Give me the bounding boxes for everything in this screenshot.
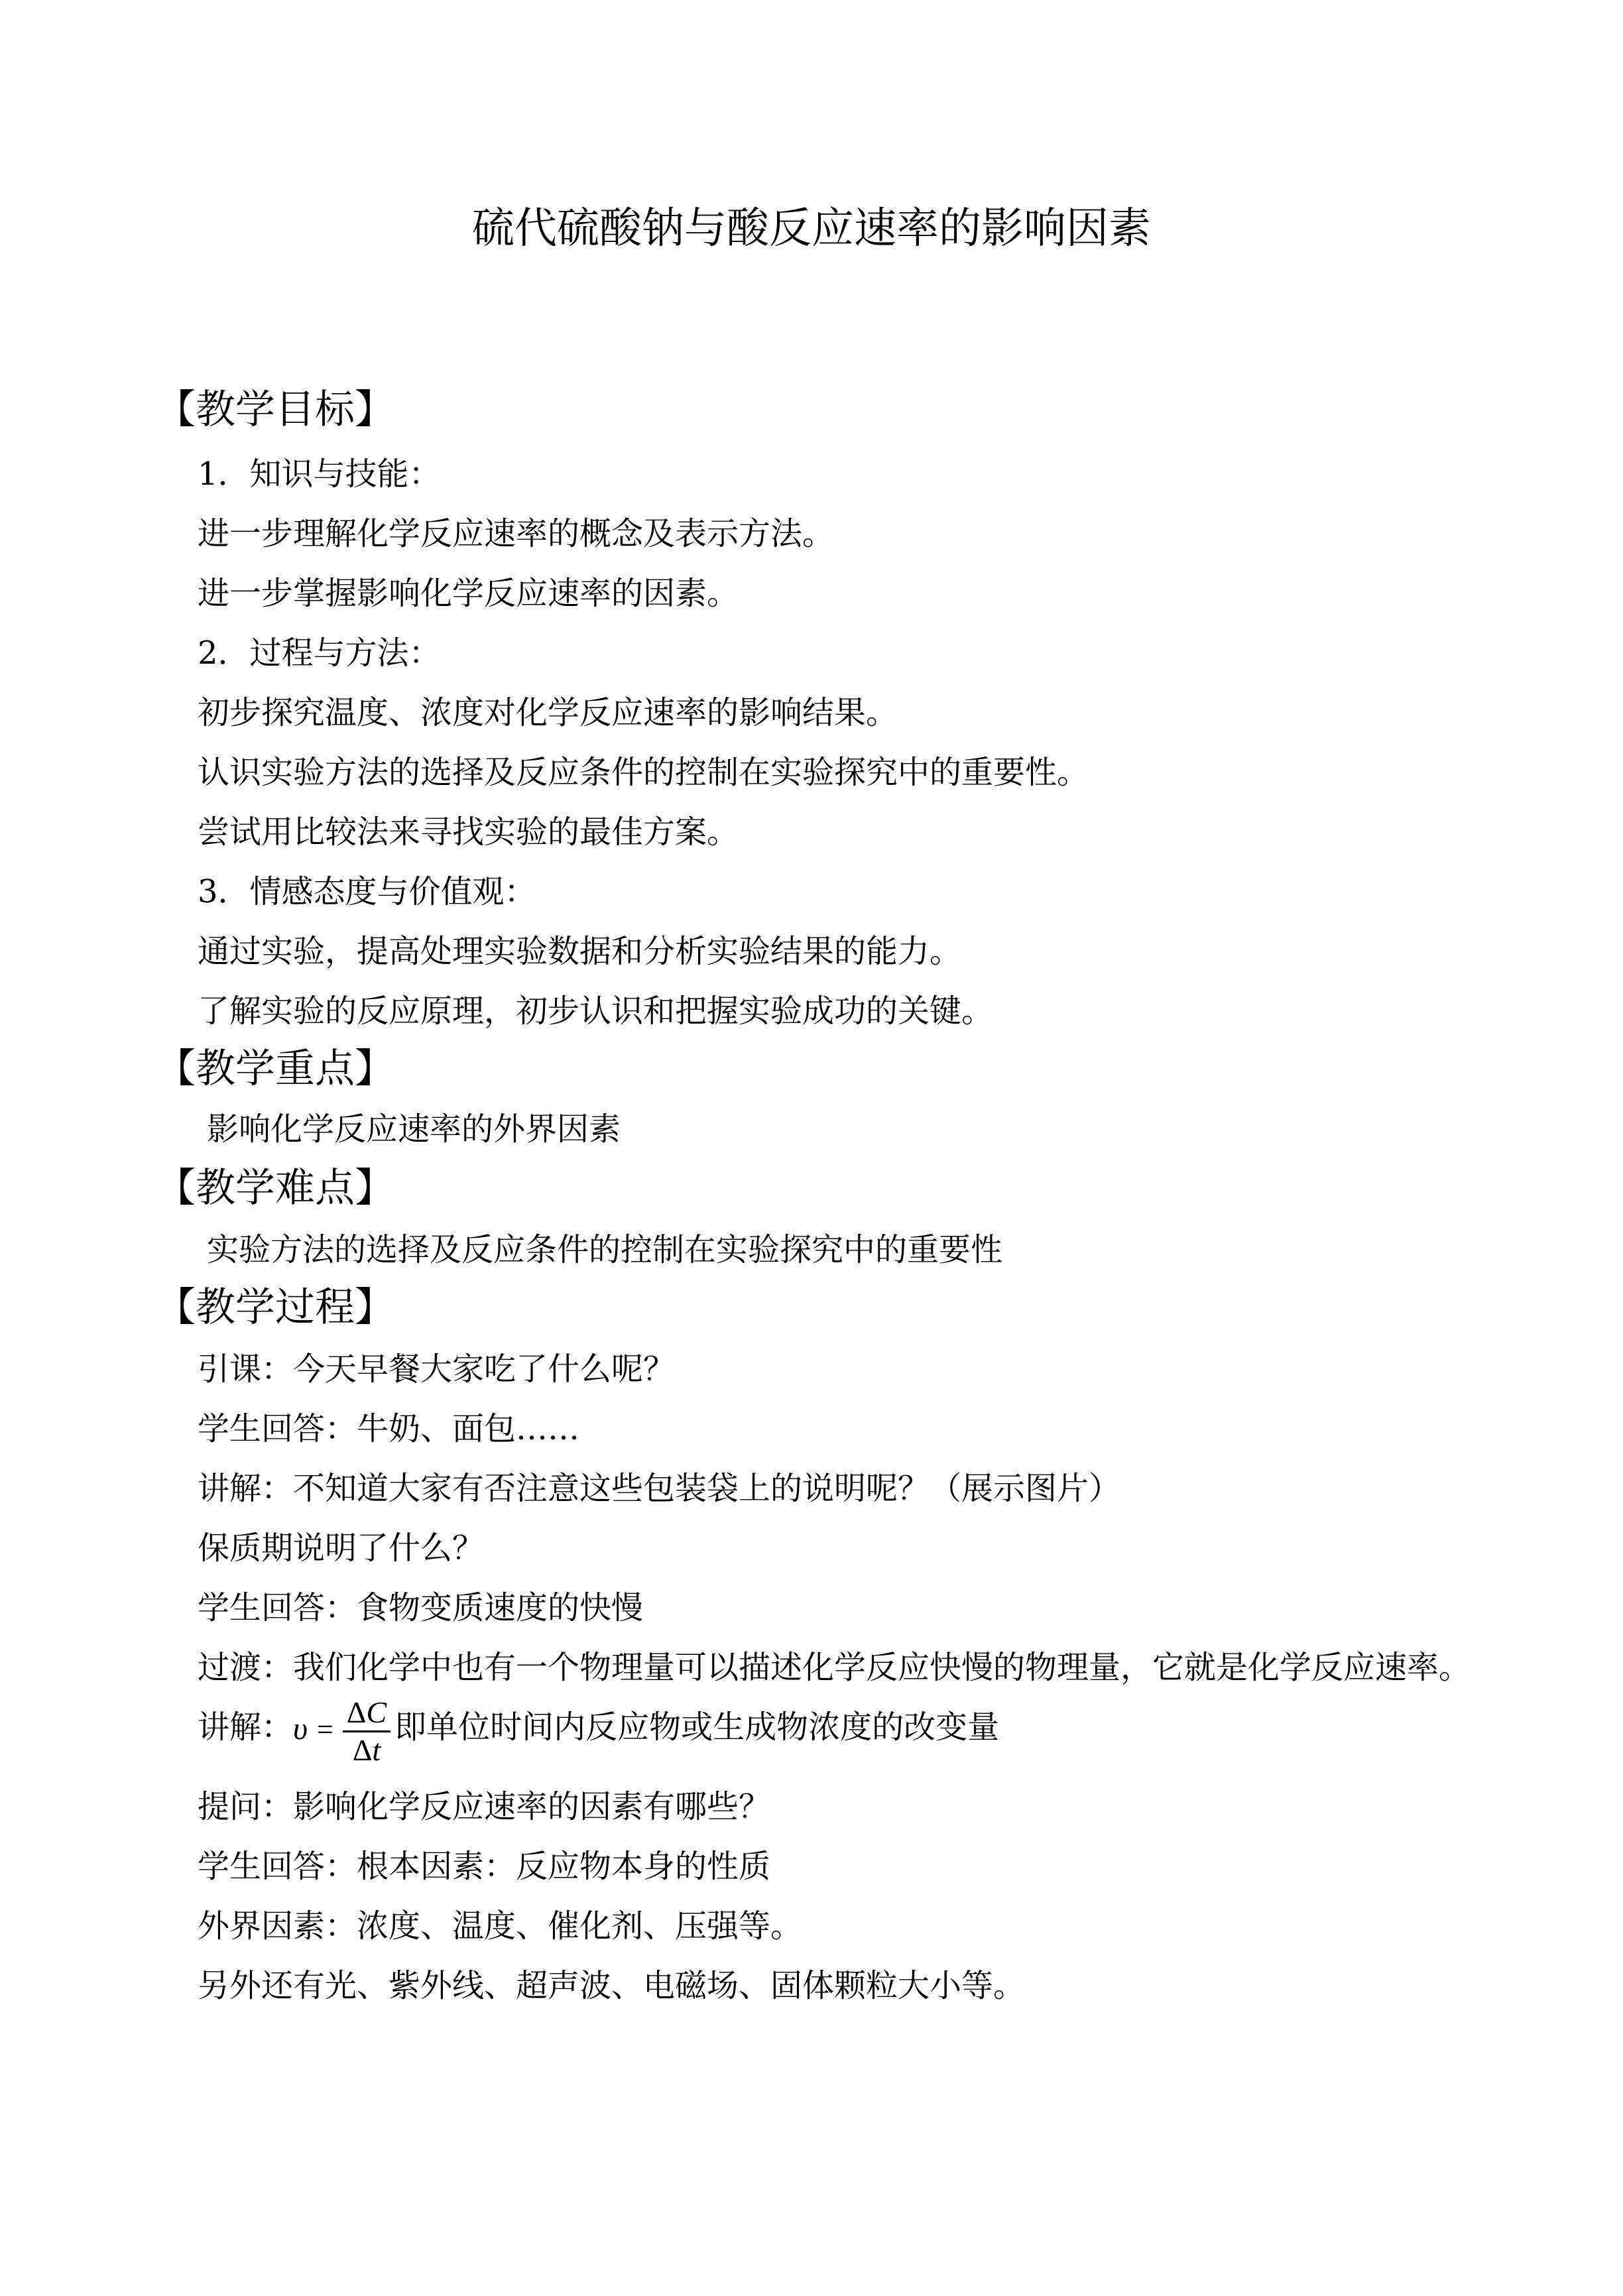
denominator-variable: t xyxy=(372,1733,381,1768)
heading-key-point: 【教学重点】 xyxy=(156,1046,394,1092)
formula-line xyxy=(198,1687,999,1770)
rate-symbol: υ xyxy=(293,1711,308,1746)
difficulty-text: 实验方法的选择及反应条件的控制在实验探究中的重要性 xyxy=(207,1231,1003,1268)
objective-line-7: 尝试用比较法来寻找实验的最佳方案。 xyxy=(198,814,739,851)
process-line-5: 学生回答：食物变质速度的快慢 xyxy=(198,1589,644,1626)
process-line-9: 外界因素：浓度、温度、催化剂、压强等。 xyxy=(198,1907,803,1945)
process-line-8: 学生回答：根本因素：反应物本身的性质 xyxy=(198,1848,771,1885)
equals-sign: = xyxy=(317,1713,333,1746)
objective-line-8: 3．情感态度与价值观： xyxy=(198,873,536,910)
objective-line-6: 认识实验方法的选择及反应条件的控制在实验探究中的重要性。 xyxy=(198,754,1089,791)
heading-difficulty: 【教学难点】 xyxy=(156,1165,394,1211)
numerator-delta: Δ xyxy=(346,1695,367,1730)
process-line-10: 另外还有光、紫外线、超声波、电磁场、固体颗粒大小等。 xyxy=(198,1967,1026,2004)
denominator-delta: Δ xyxy=(352,1733,373,1768)
delta-fraction xyxy=(343,1695,391,1768)
document-title: 硫代硫酸钠与酸反应速率的影响因素 xyxy=(472,204,1151,253)
process-line-1: 引课：今天早餐大家吃了什么呢？ xyxy=(198,1351,676,1388)
objective-line-9: 通过实验，提高处理实验数据和分析实验结果的能力。 xyxy=(198,933,962,970)
objective-line-2: 进一步理解化学反应速率的概念及表示方法。 xyxy=(198,515,835,552)
process-line-7: 提问：影响化学反应速率的因素有哪些？ xyxy=(198,1788,771,1825)
process-line-3: 讲解：不知道大家有否注意这些包装袋上的说明呢？（展示图片） xyxy=(198,1470,1121,1507)
process-line-6: 过渡：我们化学中也有一个物理量可以描述化学反应快慢的物理量，它就是化学反应速率。 xyxy=(198,1649,1471,1686)
rate-formula xyxy=(293,1689,391,1770)
objective-line-1: 1．知识与技能： xyxy=(198,455,441,493)
objective-line-5: 初步探究温度、浓度对化学反应速率的影响结果。 xyxy=(198,694,898,731)
key-point-text: 影响化学反应速率的外界因素 xyxy=(207,1111,621,1148)
fraction-numerator xyxy=(343,1695,391,1732)
objective-line-10: 了解实验的反应原理，初步认识和把握实验成功的关键。 xyxy=(198,993,994,1030)
heading-teaching-process: 【教学过程】 xyxy=(156,1284,394,1331)
formula-prefix: 讲解： xyxy=(198,1709,294,1746)
fraction-denominator xyxy=(353,1732,381,1768)
numerator-variable: C xyxy=(366,1695,387,1730)
process-line-2: 学生回答：牛奶、面包…… xyxy=(198,1410,580,1447)
process-line-4: 保质期说明了什么？ xyxy=(198,1530,485,1567)
formula-suffix: 即单位时间内反应物或生成物浓度的改变量 xyxy=(394,1709,1000,1746)
heading-teaching-objectives: 【教学目标】 xyxy=(156,387,394,433)
objective-line-3: 进一步掌握影响化学反应速率的因素。 xyxy=(198,575,739,612)
objective-line-4: 2．过程与方法： xyxy=(198,634,441,672)
